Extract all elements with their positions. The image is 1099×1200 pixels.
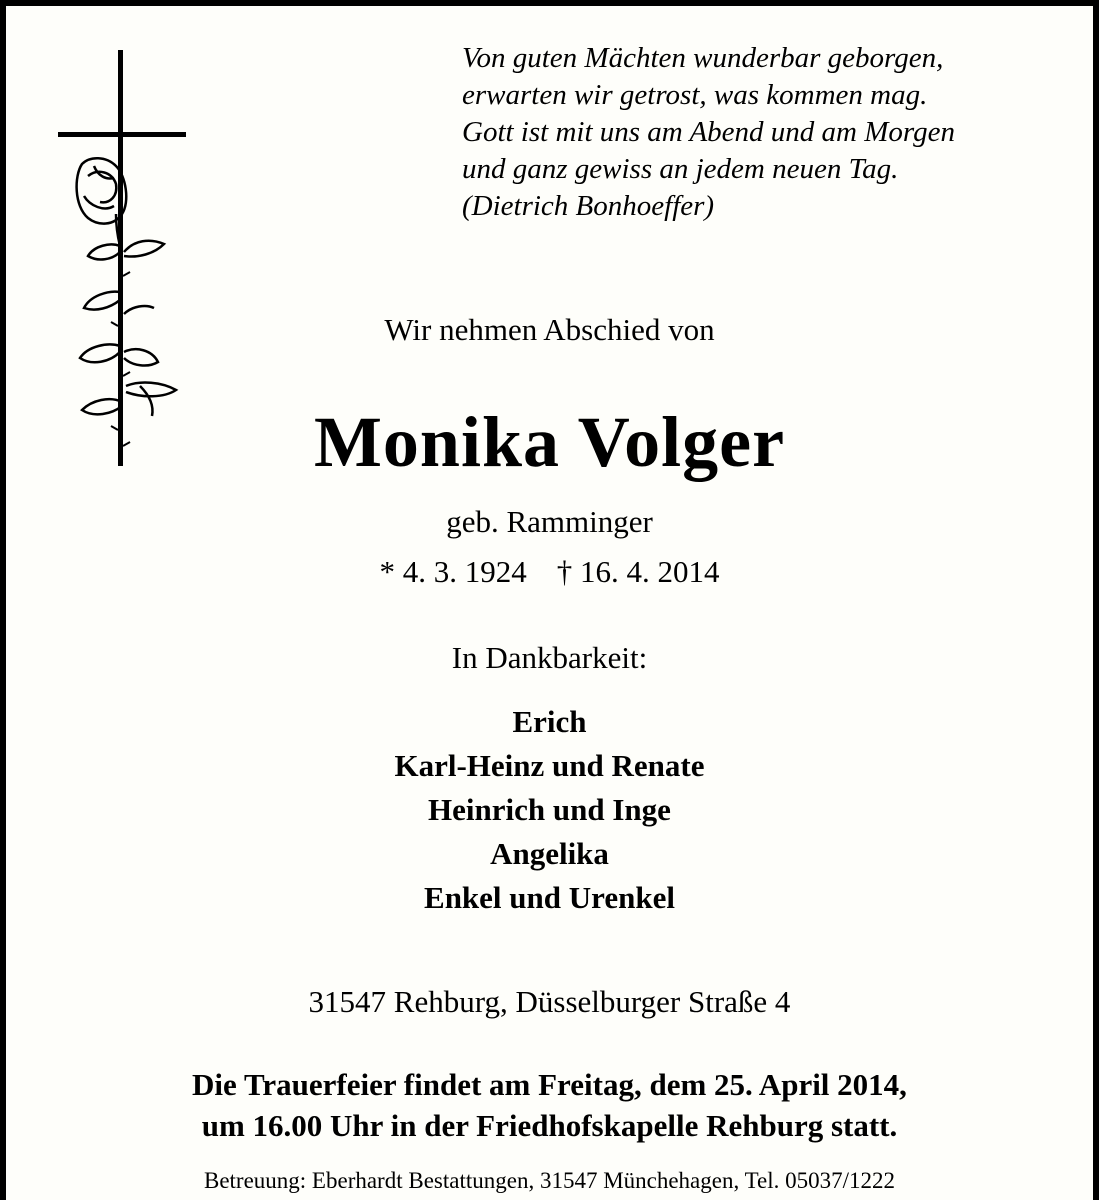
- thanks-heading: In Dankbarkeit:: [451, 640, 648, 675]
- quote-line: Gott ist mit uns am Abend und am Morgen: [462, 116, 955, 148]
- ceremony-line: Die Trauerfeier findet am Freitag, dem 25. April 2014,: [192, 1067, 907, 1102]
- mourners-list: [6, 700, 1093, 920]
- ceremony-line: um 16.00 Uhr in der Friedhofskapelle Rehburg statt.: [201, 1108, 898, 1143]
- life-dates: [6, 554, 1093, 590]
- mourner: Heinrich und Inge: [428, 792, 671, 827]
- birth-date: * 4. 3. 1924: [379, 554, 527, 589]
- ceremony-announcement: [6, 1064, 1093, 1146]
- mourner: Karl-Heinz und Renate: [394, 748, 705, 783]
- mourner: Erich: [512, 704, 587, 739]
- quote-attribution: (Dietrich Bonhoeffer): [462, 190, 715, 222]
- mourner: Enkel und Urenkel: [424, 880, 675, 915]
- quote-line: und ganz gewiss an jedem neuen Tag.: [462, 153, 899, 185]
- quote-line: erwarten wir getrost, was kommen mag.: [462, 79, 928, 111]
- maiden-name: geb. Ramminger: [446, 504, 653, 539]
- family-address: 31547 Rehburg, Düsselburger Straße 4: [308, 984, 791, 1019]
- funeral-home-footer: Betreuung: Eberhardt Bestattungen, 31547 Münchehagen, Tel. 05037/1222: [203, 1168, 895, 1193]
- mourner: Angelika: [490, 836, 609, 871]
- farewell-intro: Wir nehmen Abschied von: [384, 312, 715, 347]
- quote-line: Von guten Mächten wunderbar geborgen,: [462, 42, 944, 74]
- death-date: † 16. 4. 2014: [556, 554, 720, 589]
- bonhoeffer-quote: [462, 40, 1082, 225]
- deceased-name: Monika Volger: [313, 402, 786, 482]
- cross-with-rose-icon: [54, 46, 194, 466]
